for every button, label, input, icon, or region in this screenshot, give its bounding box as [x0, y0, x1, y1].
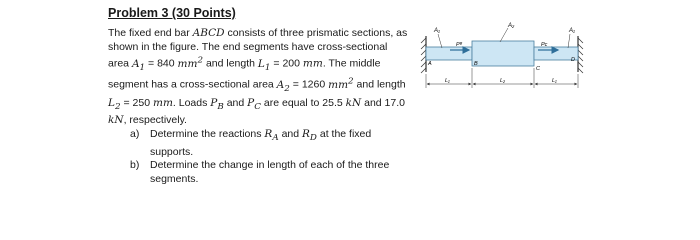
problem-title: Problem 3 (30 Points) — [108, 6, 236, 20]
right-support — [578, 36, 583, 73]
symbol-a1: $A_1$ — [131, 57, 146, 73]
label-pc: Pᴄ — [541, 42, 548, 48]
bar-name: ABCD — [192, 27, 225, 39]
symbol-a2: $A_2$ — [276, 78, 290, 94]
question-label: b) — [130, 159, 140, 172]
text-intro-2: consists of three prismatic sections, as shown in the figure. The end segments have cross-sectional area — [108, 27, 408, 70]
label-pb: Pᴮ — [456, 42, 463, 48]
symbol-l2: $L_2$ — [108, 96, 121, 112]
symbol-l1: $L_1$ — [257, 57, 271, 73]
symbol-rd: $R_D$ — [302, 127, 317, 143]
label-point-a: A — [428, 61, 432, 67]
label-a1-right: A₁ — [569, 28, 575, 34]
question-a: a) Determine the reactions $R_A$ and $R_D$ at the fixed supports. — [130, 127, 372, 158]
value-l1: = 200 — [273, 57, 300, 70]
label-l1-left: L₁ — [445, 78, 450, 84]
label-point-b: B — [474, 61, 478, 67]
problem-paragraph: The fixed end bar ABCD consists of three prismatic sections, as shown in the figure. The end segments have cross-sectional area $A_1 = 840$ $mm^2$ and length $L_1 = 200$ mm. The middle segment has a cross-sectional area $A_2 = 1260$ $mm^2$ and length $L_2 = 250$ mm. Loads $P_B$ and $P_C$ are equal to 25.5 kN and 17.0 kN, respectively. — [108, 27, 408, 127]
unit-mm: mm — [302, 57, 323, 70]
label-a2: A₂ — [508, 23, 515, 29]
segment-ab — [426, 47, 472, 60]
question-b: b) Determine the change in length of each of the three segments. — [130, 159, 390, 185]
symbol-pc: $P_C$ — [247, 96, 261, 112]
question-list — [108, 128, 408, 186]
symbol-pb: $P_B$ — [210, 96, 224, 112]
unit-mm2: $mm^2$ — [177, 55, 204, 70]
value-a1: = 840 — [148, 57, 175, 70]
value-l2: = 250 — [123, 96, 151, 109]
value-pc: and 17.0 — [364, 96, 405, 109]
value-pb: equal to 25.5 — [281, 96, 343, 109]
value-a2: 1260 — [301, 78, 326, 91]
label-l1-right: L₁ — [552, 78, 557, 84]
label-point-d: D — [571, 57, 575, 63]
problem-statement — [108, 27, 408, 186]
segment-bc — [472, 41, 534, 66]
label-point-c: C — [536, 66, 540, 72]
text-intro: The fixed end bar — [108, 27, 190, 39]
label-l2: L₂ — [500, 78, 506, 84]
unit-mm2-2: $mm^2$ — [328, 76, 354, 91]
text-middle: The middle segment has a cross-sectional area — [108, 57, 381, 91]
question-label: a) — [130, 127, 140, 140]
label-a1-left: A₁ — [434, 28, 440, 34]
text-and-length: and length — [205, 57, 255, 70]
left-support — [421, 36, 426, 73]
symbol-ra: $R_A$ — [264, 127, 279, 143]
bar-figure — [418, 18, 590, 98]
